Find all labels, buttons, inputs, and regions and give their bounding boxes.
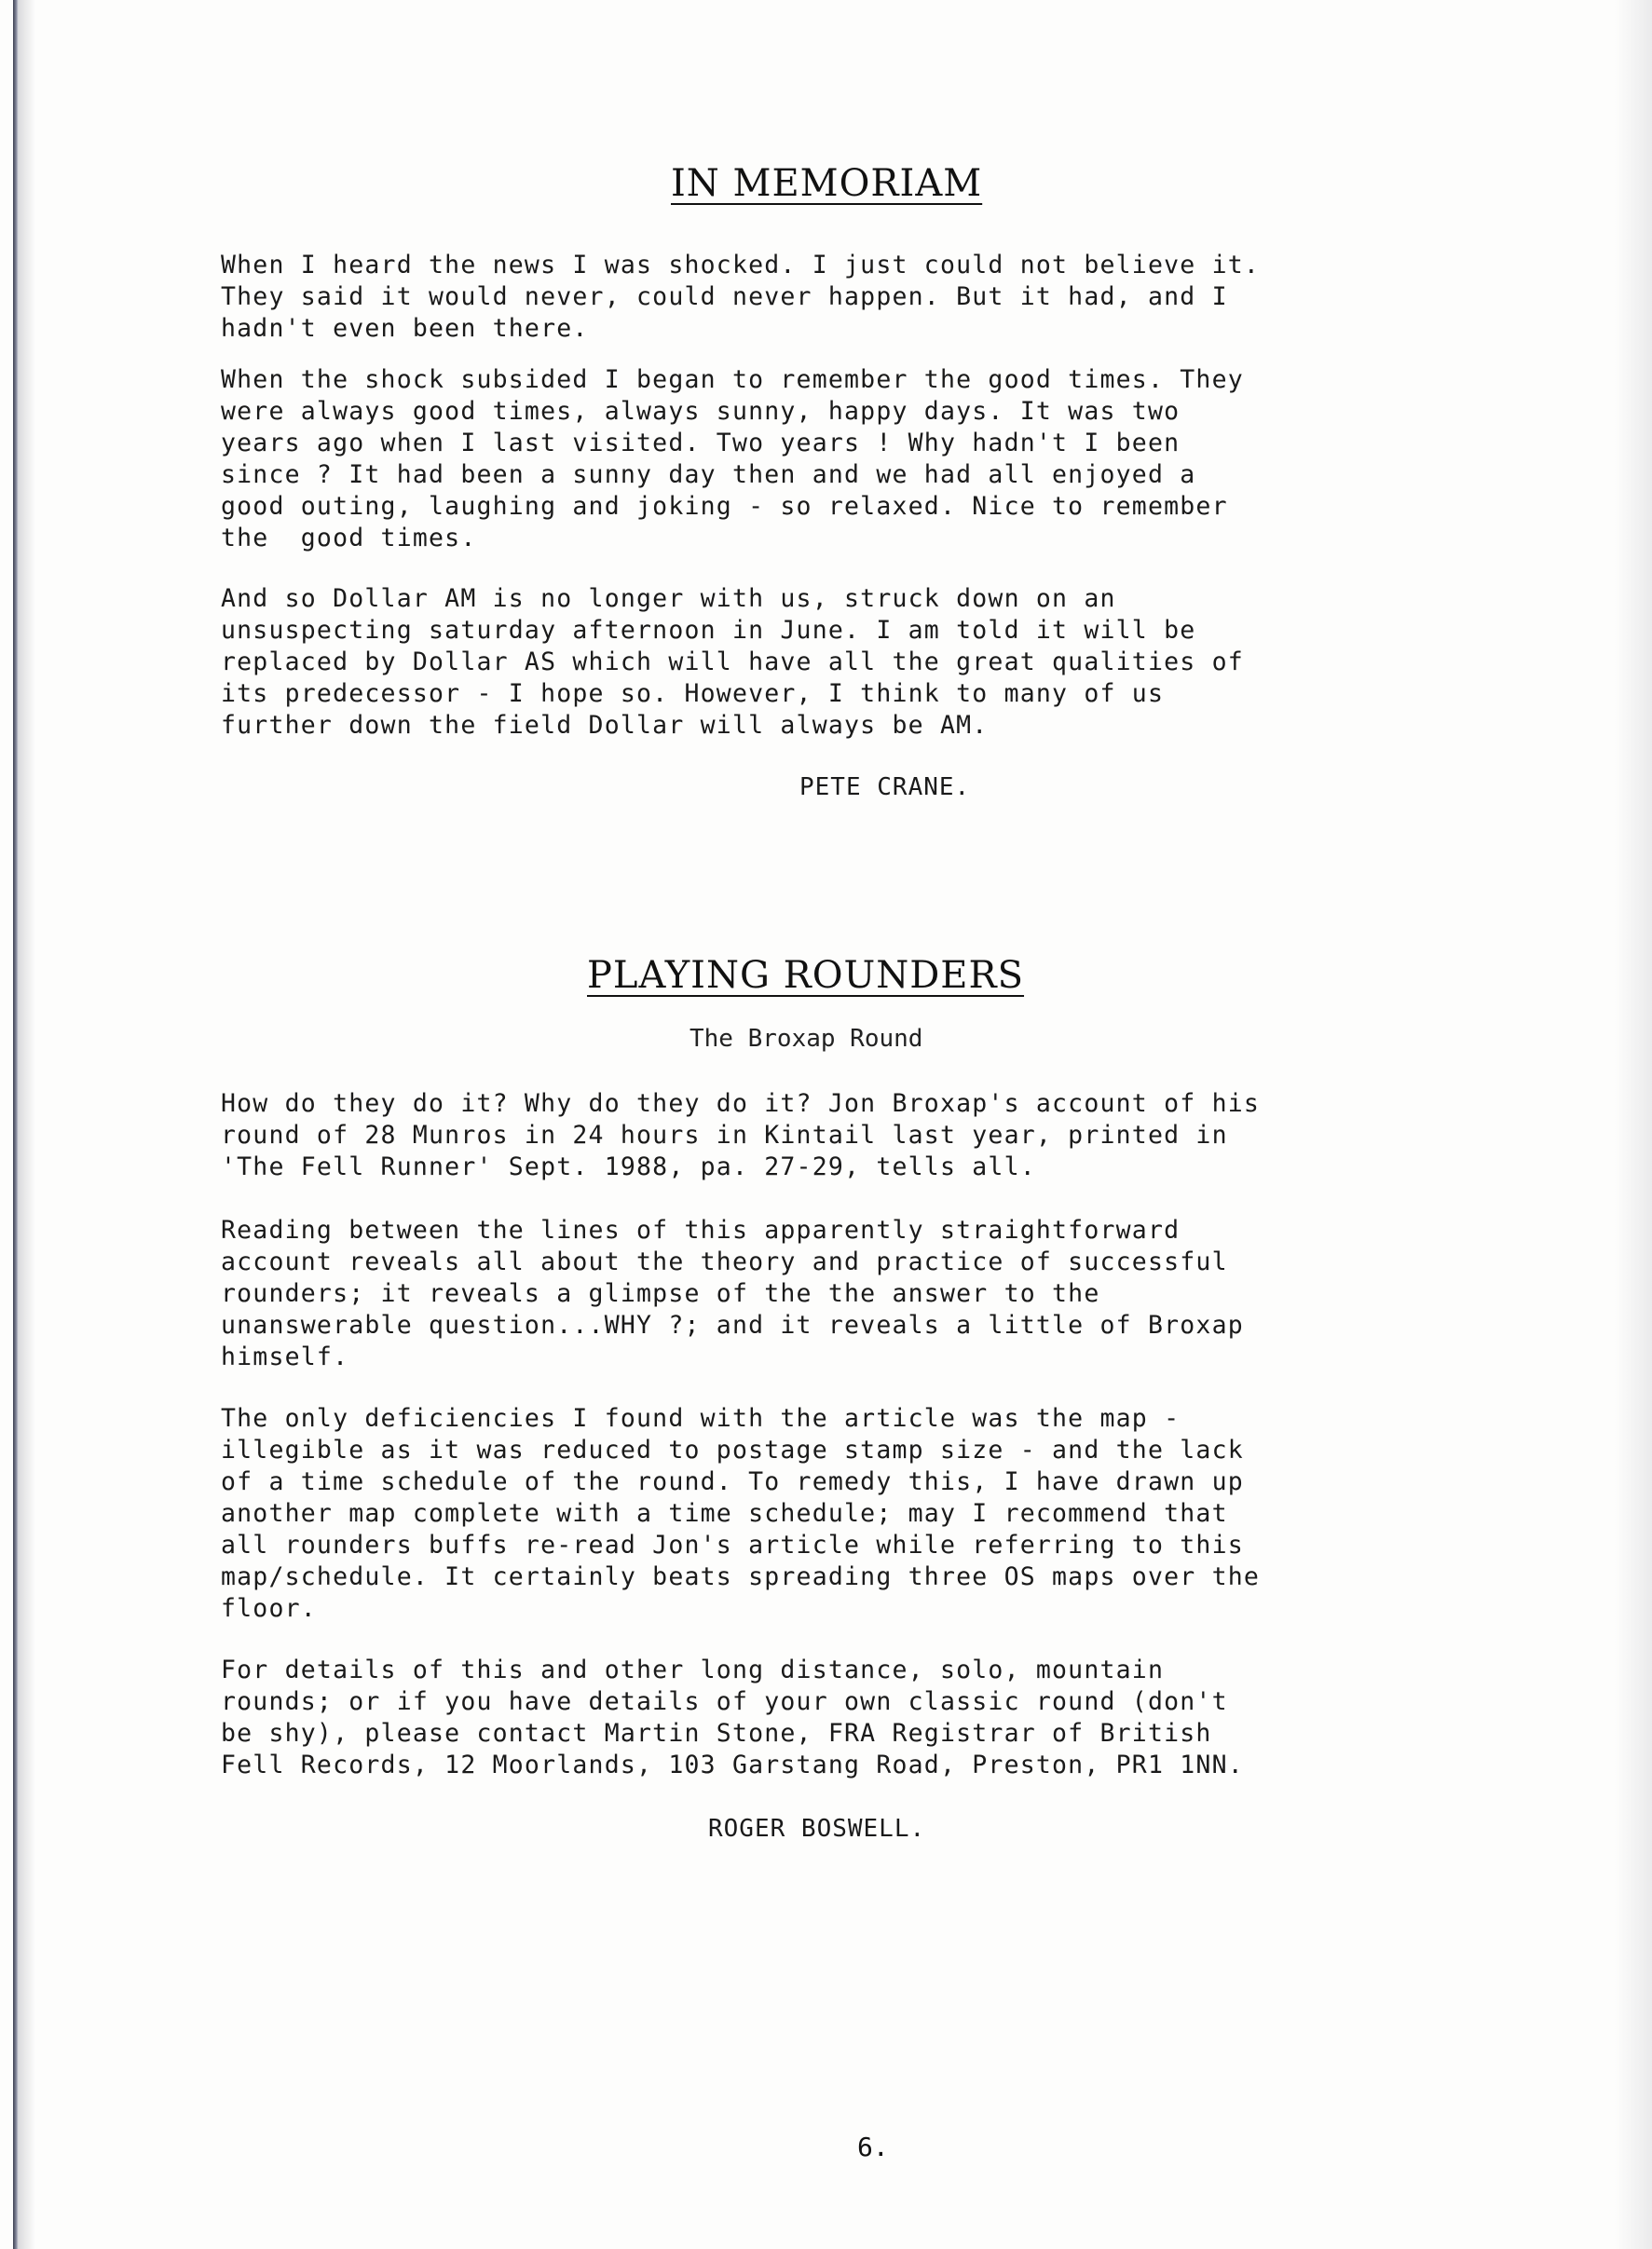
- rounders-paragraph-1: [221, 1088, 1460, 1183]
- text-line: since ? It had been a sunny day then and we had all enjoyed a: [221, 460, 1196, 489]
- text-line: himself.: [221, 1343, 349, 1371]
- memoriam-paragraph-2: [221, 364, 1460, 554]
- text-line: good outing, laughing and joking - so relaxed. Nice to remember: [221, 492, 1228, 521]
- memoriam-signature: PETE CRANE.: [799, 773, 971, 801]
- text-line: another map complete with a time schedule; may I recommend that: [221, 1499, 1228, 1528]
- rounders-subtitle: The Broxap Round: [689, 1025, 923, 1053]
- text-line: They said it would never, could never happen. But it had, and I: [221, 282, 1228, 311]
- text-line: rounds; or if you have details of your own classic round (don't: [221, 1687, 1228, 1716]
- text-line: hadn't even been there.: [221, 314, 589, 343]
- text-line: rounders; it reveals a glimpse of the the answer to the: [221, 1279, 1100, 1308]
- text-line: the good times.: [221, 524, 477, 552]
- text-line: When the shock subsided I began to remember the good times. They: [221, 365, 1244, 394]
- text-line: 'The Fell Runner' Sept. 1988, pa. 27-29, tells all.: [221, 1152, 1036, 1181]
- text-line: floor.: [221, 1594, 317, 1623]
- text-line: When I heard the news I was shocked. I just could not believe it.: [221, 251, 1261, 279]
- rounders-signature: ROGER BOSWELL.: [708, 1815, 926, 1843]
- text-line: unanswerable question...WHY ?; and it reveals a little of Broxap: [221, 1311, 1244, 1340]
- binding-shadow: [19, 0, 35, 2249]
- text-line: were always good times, always sunny, happy days. It was two: [221, 397, 1181, 426]
- text-line: its predecessor - I hope so. However, I think to many of us: [221, 679, 1165, 708]
- text-line: For details of this and other long distance, solo, mountain: [221, 1656, 1165, 1684]
- text-line: of a time schedule of the round. To remedy this, I have drawn up: [221, 1467, 1244, 1496]
- rounders-paragraph-3: [221, 1403, 1460, 1625]
- text-line: illegible as it was reduced to postage stamp size - and the lack: [221, 1436, 1244, 1465]
- memoriam-paragraph-1: [221, 250, 1460, 345]
- text-line: all rounders buffs re-read Jon's article while referring to this: [221, 1531, 1244, 1560]
- text-line: How do they do it? Why do they do it? Jon Broxap's account of his: [221, 1089, 1261, 1118]
- text-line: further down the field Dollar will always be AM.: [221, 711, 989, 740]
- rounders-title: PLAYING ROUNDERS: [587, 954, 1025, 997]
- text-line: unsuspecting saturday afternoon in June. I am told it will be: [221, 616, 1196, 645]
- text-line: Fell Records, 12 Moorlands, 103 Garstang Road, Preston, PR1 1NN.: [221, 1751, 1244, 1779]
- rounders-paragraph-2: [221, 1215, 1460, 1373]
- text-line: map/schedule. It certainly beats spreading three OS maps over the: [221, 1562, 1261, 1591]
- rounders-paragraph-4: [221, 1655, 1460, 1781]
- text-line: years ago when I last visited. Two years ! Why hadn't I been: [221, 429, 1181, 457]
- text-line: And so Dollar AM is no longer with us, struck down on an: [221, 584, 1116, 613]
- page-number: 6.: [857, 2132, 889, 2162]
- text-line: account reveals all about the theory and practice of successful: [221, 1247, 1228, 1276]
- text-line: replaced by Dollar AS which will have all the great qualities of: [221, 647, 1244, 676]
- text-line: round of 28 Munros in 24 hours in Kintail last year, printed in: [221, 1121, 1228, 1150]
- text-line: The only deficiencies I found with the article was the map -: [221, 1404, 1181, 1433]
- text-line: Reading between the lines of this apparently straightforward: [221, 1216, 1181, 1245]
- page-edge-shadow: [1615, 0, 1652, 2249]
- memoriam-title: IN MEMORIAM: [671, 162, 983, 205]
- memoriam-paragraph-3: [221, 583, 1460, 742]
- text-line: be shy), please contact Martin Stone, FRA Registrar of British: [221, 1719, 1212, 1748]
